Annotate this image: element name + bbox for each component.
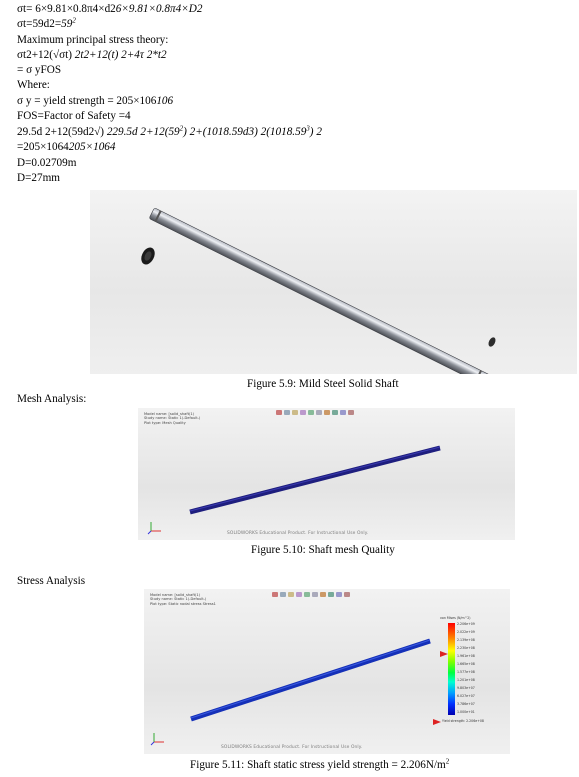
superscript: 2 bbox=[445, 757, 450, 766]
legend-tick: 1.201e+08 bbox=[457, 678, 475, 682]
figure-5-10-caption: Figure 5.10: Shaft mesh Quality bbox=[251, 544, 395, 556]
equation-italic: 6×9.81×0.8π4×D2 bbox=[115, 3, 203, 15]
equation-line-10 bbox=[17, 141, 116, 154]
legend-tick: 9.803e+07 bbox=[457, 686, 475, 690]
equation-line-4 bbox=[17, 49, 167, 62]
equation-text: σt=59d2= bbox=[17, 18, 62, 30]
superscript: 3 bbox=[306, 124, 310, 133]
legend-marker-icon bbox=[440, 651, 448, 657]
equation-text: σ y = yield strength = 205×106 bbox=[17, 95, 157, 107]
equation-italic: ) 2+(1018.59d3) 2 bbox=[183, 126, 267, 138]
equation-italic: 2t2+12(t) 2+4τ 2*t2 bbox=[74, 49, 167, 61]
where-label: Where: bbox=[17, 79, 50, 91]
equation-italic: 59 bbox=[61, 18, 73, 30]
superscript: 2 bbox=[72, 16, 76, 25]
equation-italic: 106 bbox=[156, 95, 174, 107]
equation-italic: 229.5d 2+12(59 bbox=[106, 126, 180, 138]
stress-analysis-heading: Stress Analysis bbox=[17, 575, 86, 587]
mesh-quality-viewport bbox=[138, 408, 515, 540]
equation-text: 29.5d 2+12(59d2√) bbox=[17, 126, 107, 138]
stress-plot-viewport bbox=[144, 589, 510, 754]
info-line: Study name: Static 1(-Default-) bbox=[144, 416, 201, 421]
yield-marker-icon bbox=[433, 719, 441, 725]
equation-italic: ) 2 bbox=[309, 126, 322, 138]
equation-italic: 205×1064 bbox=[68, 141, 116, 153]
axis-triad-icon bbox=[147, 521, 163, 535]
legend-tick: 2.230e+08 bbox=[457, 646, 475, 650]
legend-tick: 1.000e+01 bbox=[457, 710, 475, 714]
stress-shaft-image bbox=[144, 589, 510, 754]
info-line: Model name: [solid_shaft(1) bbox=[150, 593, 201, 597]
shaft-render-image bbox=[90, 190, 577, 374]
legend-tick: 2.139e+08 bbox=[457, 638, 475, 642]
equation-line-7 bbox=[17, 95, 173, 108]
legend-tick: 6.027e+07 bbox=[457, 694, 475, 698]
legend-tick: 1.577e+08 bbox=[457, 670, 475, 674]
legend-tick: 1.665e+08 bbox=[457, 662, 475, 666]
equation-text: =205×1064 bbox=[17, 141, 69, 153]
equation-line-5: = σ yFOS bbox=[17, 64, 62, 76]
theory-heading: Maximum principal stress theory: bbox=[17, 34, 169, 46]
legend-title: von Mises (N/m^2) bbox=[440, 616, 471, 620]
mesh-analysis-heading: Mesh Analysis: bbox=[17, 393, 87, 405]
stress-watermark: SOLIDWORKS Educational Product. For Instructional Use Only. bbox=[221, 745, 363, 750]
equation-line-9 bbox=[17, 126, 322, 139]
axis-triad-icon bbox=[150, 732, 166, 746]
yield-strength-label: Yield strength: 2.206e+08 bbox=[442, 719, 484, 723]
info-line: Model name: [solid_shaft(1) bbox=[144, 412, 195, 416]
caption-text: Figure 5.11: Shaft static stress yield strength = 2.206N/m bbox=[190, 759, 446, 771]
shaft-render-figure bbox=[90, 190, 577, 374]
info-line: Plot type: Static nodal stress Stress1 bbox=[150, 601, 216, 606]
equation-line-8: FOS=Factor of Safety =4 bbox=[17, 110, 131, 122]
info-line: Plot type: Mesh Quality bbox=[144, 420, 186, 425]
figure-5-9-caption: Figure 5.9: Mild Steel Solid Shaft bbox=[247, 378, 399, 390]
legend-tick: 3.786e+07 bbox=[457, 702, 475, 706]
info-line: Study name: Static 1(-Default-) bbox=[150, 597, 207, 602]
superscript: 2 bbox=[179, 124, 184, 133]
result-diameter-mm: D=27mm bbox=[17, 172, 60, 184]
result-diameter-m: D=0.02709m bbox=[17, 157, 77, 169]
mesh-watermark: SOLIDWORKS Educational Product. For Instructional Use Only. bbox=[227, 531, 369, 536]
equation-line-2 bbox=[17, 18, 76, 31]
legend-tick: 1.961e+08 bbox=[457, 654, 475, 658]
equation-text: σt2+12(√σt) bbox=[17, 49, 75, 61]
equation-text: σt= 6×9.81×0.8π4×d2 bbox=[17, 3, 116, 15]
legend-tick: 2.022e+09 bbox=[457, 630, 475, 634]
figure-5-11-caption bbox=[190, 759, 449, 772]
legend-tick: 2.206e+09 bbox=[457, 622, 475, 626]
equation-italic: (1018.59 bbox=[266, 126, 307, 138]
equation-line-1 bbox=[17, 3, 202, 16]
stress-color-legend bbox=[448, 623, 455, 715]
mesh-shaft-image bbox=[138, 408, 515, 540]
